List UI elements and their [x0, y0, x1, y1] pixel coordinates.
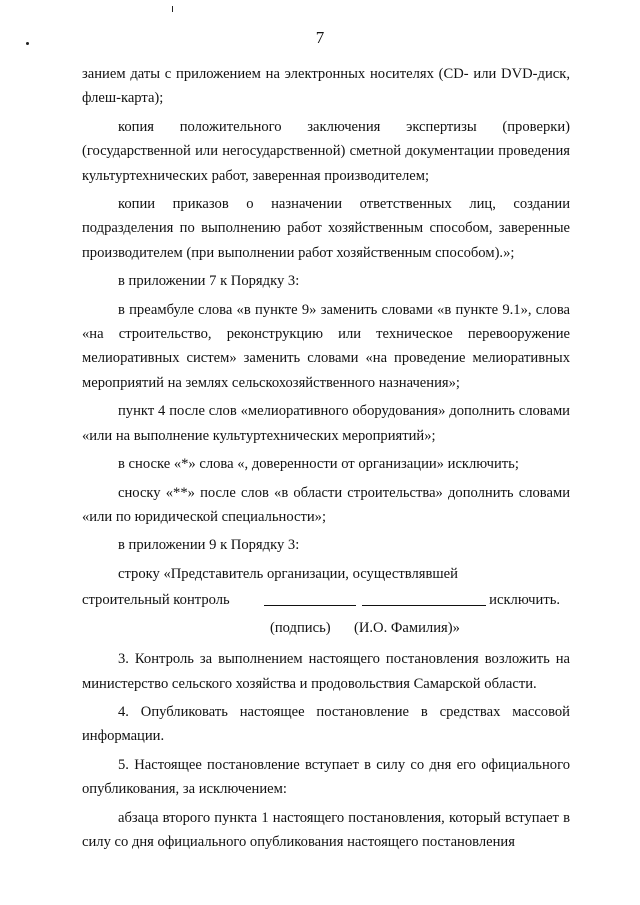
paragraph: копии приказов о назначении ответственных лиц, создании подразделения по выполнению работ хозяйственным способом, заверенные производителем (при выполнении работ хозяйственным способом).»; [82, 196, 570, 261]
scan-speck [172, 6, 173, 12]
paragraph: пункт 4 после слов «мелиоративного оборудования» дополнить словами «или на выполнение культуртехнических мероприятий»; [82, 403, 570, 444]
paragraph: абзаца второго пункта 1 настоящего постановления, который вступает в силу со дня официального опубликования настоящего постановления [82, 809, 570, 850]
paragraph: строку «Представитель организации, осуществлявшей [118, 565, 458, 582]
paragraph: сноску «**» после слов «в области строительства» дополнить словами «или по юридической специальности»; [82, 484, 570, 525]
signature-blank-line [264, 605, 356, 606]
paragraph: в приложении 7 к Порядку 3: [118, 273, 300, 290]
paragraph: 3. Контроль за выполнением настоящего постановления возложить на министерство сельского хозяйства и продовольствия Самарской области. [82, 651, 570, 692]
document-body [82, 62, 570, 858]
signature-row [82, 588, 570, 613]
paragraph: в приложении 9 к Порядку 3: [118, 537, 300, 554]
name-blank-line [362, 605, 486, 606]
page-number: 7 [315, 28, 325, 47]
paragraph: в преамбуле слова «в пункте 9» заменить словами «в пункте 9.1», слова «на строительство, реконструкцию или техническое перевооружение мелиоративных систем» заменить словами «на проведение мелиоративных мероприятий на землях сельскохозяйственного назначения»; [82, 301, 570, 391]
signature-row-label: строительный контроль [82, 592, 230, 609]
paragraph: 4. Опубликовать настоящее постановление в средствах массовой информации. [82, 703, 570, 745]
full-name-caption: (И.О. Фамилия)» [354, 620, 460, 637]
signature-row-tail: исключить. [489, 592, 560, 609]
paragraph: 5. Настоящее постановление вступает в силу со дня его официального опубликования, за исключением: [82, 756, 570, 798]
paragraph: в сноске «*» слова «, доверенности от организации» исключить; [118, 456, 519, 473]
signature-caption: (подпись) [270, 620, 331, 637]
paragraph: занием даты с приложением на электронных носителях (CD- или DVD-диск, флеш-карта); [82, 66, 570, 107]
signature-captions [82, 613, 570, 643]
paragraph: копия положительного заключения экспертизы (проверки) (государственной или негосударственной) сметной документации проведения культуртехнических работ, заверенная производителем; [82, 118, 570, 184]
